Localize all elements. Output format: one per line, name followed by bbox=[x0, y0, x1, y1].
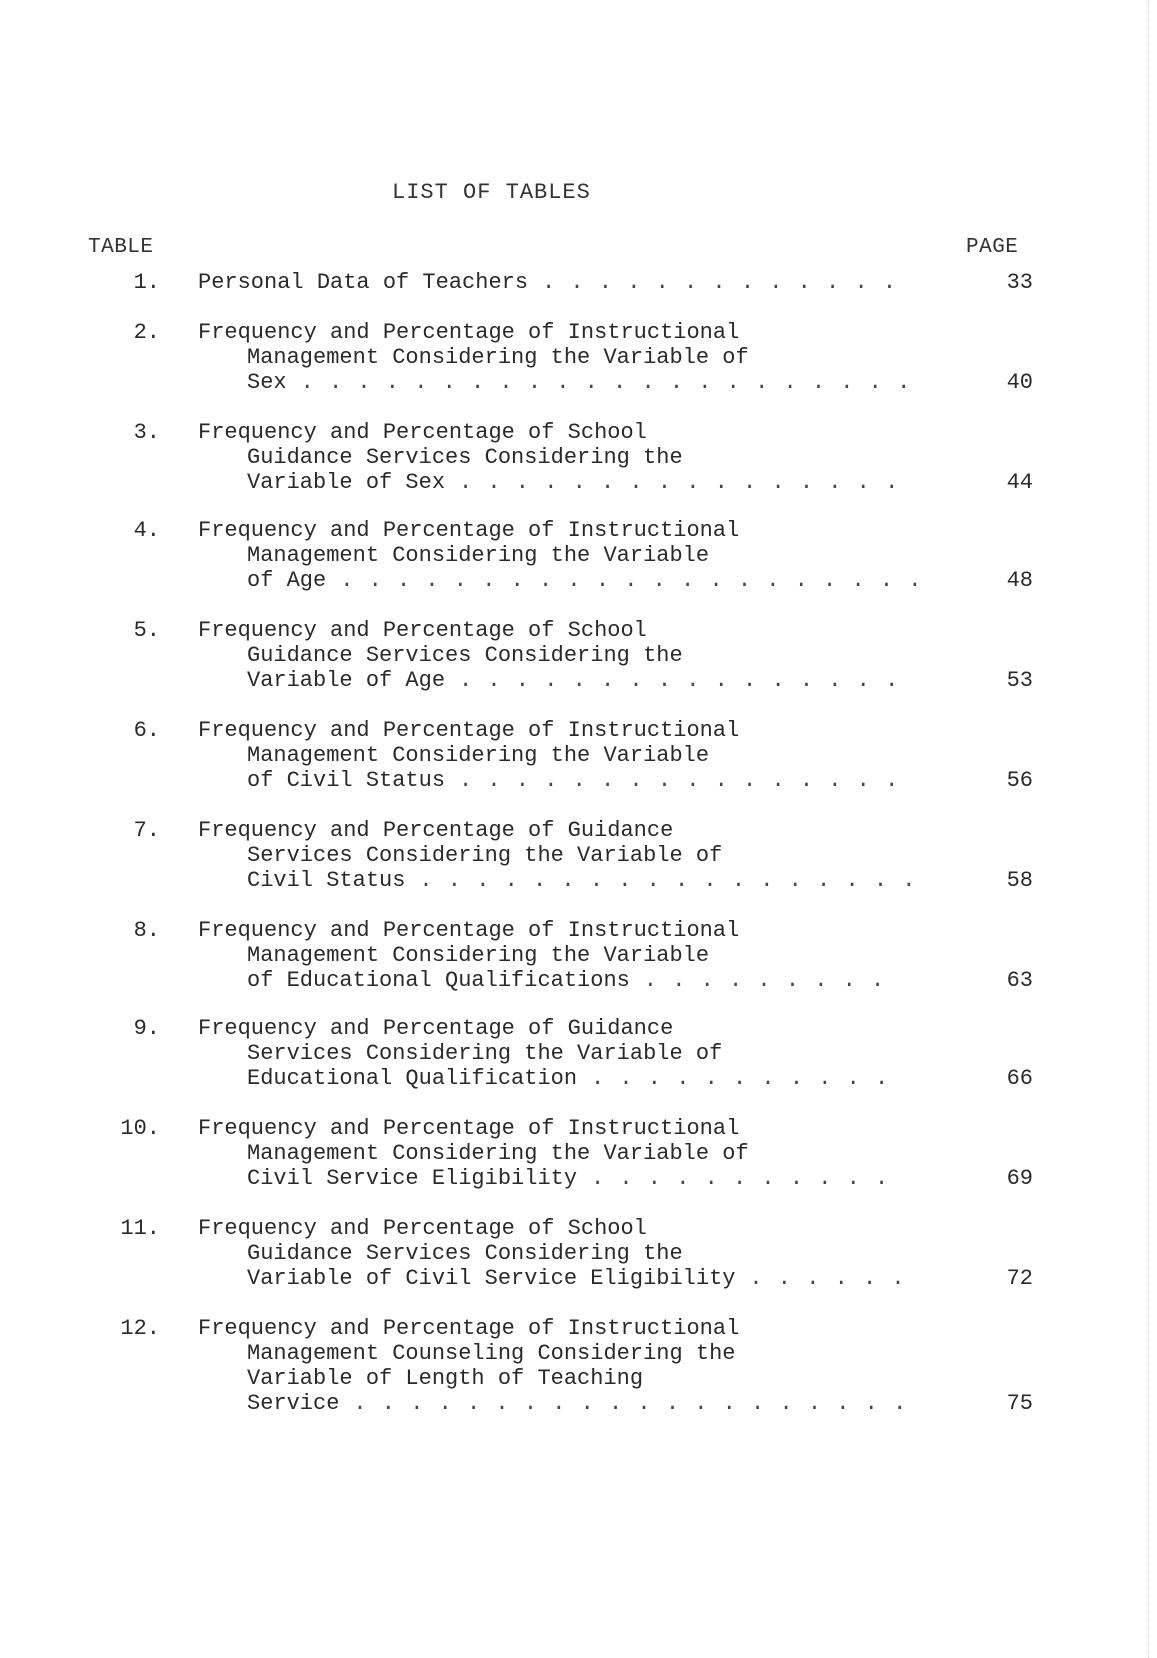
table-title-line: of Educational Qualifications bbox=[247, 968, 630, 993]
table-number: 10. bbox=[120, 1116, 160, 1141]
table-title-line: Sex bbox=[247, 370, 287, 395]
page-number: 75 bbox=[1006, 1391, 1033, 1416]
table-title-line: Services Considering the Variable of bbox=[247, 843, 723, 868]
page-number: 66 bbox=[1006, 1066, 1033, 1091]
page-number: 33 bbox=[1006, 270, 1033, 295]
table-title-line: Frequency and Percentage of Instructional bbox=[198, 320, 740, 345]
table-number: 11. bbox=[120, 1216, 160, 1241]
page-number: 48 bbox=[1006, 568, 1033, 593]
table-title-line: Management Considering the Variable bbox=[247, 743, 710, 768]
table-title-line: of Civil Status bbox=[247, 768, 446, 793]
dot-leader: . . . . . . . . . . . bbox=[591, 1066, 890, 1091]
dot-leader: . . . . . . . . . . . . . . . . . . . . . . bbox=[300, 370, 912, 395]
page-title: LIST OF TABLES bbox=[392, 180, 591, 205]
table-number: 3. bbox=[133, 420, 160, 445]
dot-leader: . . . . . . . . . . . . . . . . bbox=[459, 668, 900, 693]
scan-edge bbox=[1147, 0, 1149, 1658]
page-number: 44 bbox=[1006, 470, 1033, 495]
dot-leader: . . . . . . . . . . . . . . . . bbox=[459, 470, 900, 495]
table-number: 12. bbox=[120, 1316, 160, 1341]
dot-leader: . . . . . . . . . . . . . . . . . . . . bbox=[353, 1391, 908, 1416]
dot-leader: . . . . . . . . . . . bbox=[591, 1166, 890, 1191]
table-title-line: Variable of Sex bbox=[247, 470, 446, 495]
page-column-header: PAGE bbox=[966, 236, 1019, 259]
table-title-line: Frequency and Percentage of Instructional bbox=[198, 518, 740, 543]
table-number: 2. bbox=[133, 320, 160, 345]
table-title-line: Services Considering the Variable of bbox=[247, 1041, 723, 1066]
table-number: 7. bbox=[133, 818, 160, 843]
table-title-line: Variable of Length of Teaching bbox=[247, 1366, 644, 1391]
table-number: 9. bbox=[133, 1016, 160, 1041]
dot-leader: . . . . . . . . . . . . . . . . . . bbox=[419, 868, 917, 893]
table-title-line: Frequency and Percentage of School bbox=[198, 1216, 647, 1241]
table-title-line: Management Considering the Variable of bbox=[247, 345, 749, 370]
page-number: 40 bbox=[1006, 370, 1033, 395]
dot-leader: . . . . . . . . . . . . . . . . bbox=[459, 768, 900, 793]
table-title-line: Management Considering the Variable of bbox=[247, 1141, 749, 1166]
dot-leader: . . . . . . . . . bbox=[643, 968, 886, 993]
table-title-line: Frequency and Percentage of School bbox=[198, 618, 647, 643]
page-number: 69 bbox=[1006, 1166, 1033, 1191]
page-number: 56 bbox=[1006, 768, 1033, 793]
table-title-line: Management Counseling Considering the bbox=[247, 1341, 736, 1366]
table-title-line: Variable of Civil Service Eligibility bbox=[247, 1266, 736, 1291]
page-number: 53 bbox=[1006, 668, 1033, 693]
dot-leader: . . . . . . . . . . . . . bbox=[542, 270, 898, 295]
table-title-line: Frequency and Percentage of Instructional bbox=[198, 918, 740, 943]
table-title-line: Guidance Services Considering the bbox=[247, 643, 683, 668]
table-title-line: Guidance Services Considering the bbox=[247, 1241, 683, 1266]
table-title-line: Civil Service Eligibility bbox=[247, 1166, 578, 1191]
table-number: 5. bbox=[133, 618, 160, 643]
table-title-line: Guidance Services Considering the bbox=[247, 445, 683, 470]
table-title-line: Civil Status bbox=[247, 868, 406, 893]
table-title-line: Personal Data of Teachers bbox=[198, 270, 529, 295]
table-title-line: Management Considering the Variable bbox=[247, 943, 710, 968]
table-number: 4. bbox=[133, 518, 160, 543]
table-title-line: of Age bbox=[247, 568, 327, 593]
dot-leader: . . . . . . bbox=[749, 1266, 906, 1291]
table-title-line: Variable of Age bbox=[247, 668, 446, 693]
table-title-line: Frequency and Percentage of Guidance bbox=[198, 818, 674, 843]
table-number: 1. bbox=[133, 270, 160, 295]
table-title-line: Frequency and Percentage of Instructional bbox=[198, 1116, 740, 1141]
table-number: 6. bbox=[133, 718, 160, 743]
table-title-line: Frequency and Percentage of Instructional bbox=[198, 718, 740, 743]
table-title-line: Frequency and Percentage of Guidance bbox=[198, 1016, 674, 1041]
table-title-line: Frequency and Percentage of Instructional bbox=[198, 1316, 740, 1341]
table-title-line: Frequency and Percentage of School bbox=[198, 420, 647, 445]
page-number: 63 bbox=[1006, 968, 1033, 993]
table-title-line: Educational Qualification bbox=[247, 1066, 578, 1091]
dot-leader: . . . . . . . . . . . . . . . . . . . . . bbox=[340, 568, 923, 593]
table-title-line: Service bbox=[247, 1391, 340, 1416]
table-title-line: Management Considering the Variable bbox=[247, 543, 710, 568]
page-number: 58 bbox=[1006, 868, 1033, 893]
page-number: 72 bbox=[1006, 1266, 1033, 1291]
table-number: 8. bbox=[133, 918, 160, 943]
table-column-header: TABLE bbox=[88, 236, 154, 259]
